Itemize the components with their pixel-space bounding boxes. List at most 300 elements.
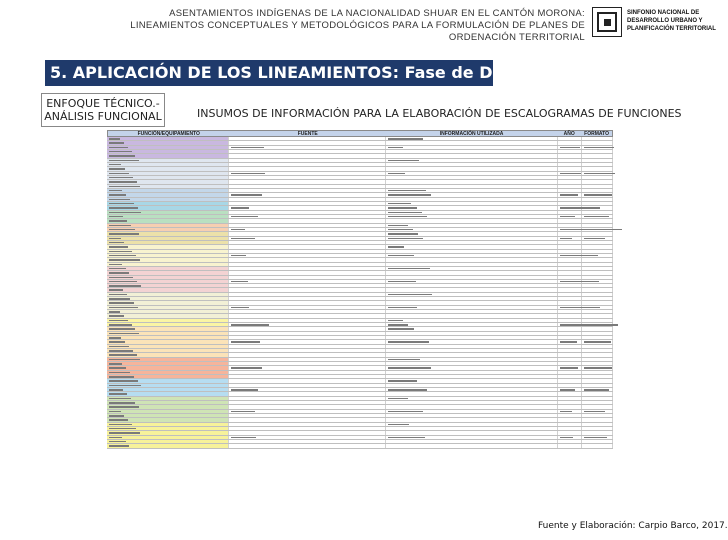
table-cell — [229, 336, 386, 339]
table-cell — [386, 353, 558, 356]
table-cell — [229, 345, 386, 348]
table-cell — [386, 280, 558, 283]
table-cell — [386, 388, 558, 391]
table-cell — [386, 267, 558, 270]
table-cell — [229, 219, 386, 222]
table-cell — [582, 345, 613, 348]
table-cell — [107, 397, 229, 400]
table-cell — [386, 306, 558, 309]
table-cell — [229, 293, 386, 296]
table-cell — [582, 263, 613, 266]
table-cell — [107, 167, 229, 170]
table-cell — [386, 146, 558, 149]
table-cell — [582, 392, 613, 395]
table-cell — [558, 141, 582, 144]
table-cell — [229, 189, 386, 192]
table-cell — [582, 211, 613, 214]
table-cell — [582, 159, 613, 162]
table-cell — [582, 219, 613, 222]
table-cell — [107, 301, 229, 304]
table-cell — [558, 150, 582, 153]
table-cell — [558, 319, 582, 322]
table-cell — [582, 397, 613, 400]
table-cell — [229, 362, 386, 365]
header-formato: FORMATO — [584, 131, 609, 137]
table-cell — [558, 405, 582, 408]
table-cell — [229, 154, 386, 157]
table-cell — [582, 414, 613, 417]
table-cell — [107, 340, 229, 343]
table-cell — [229, 366, 386, 369]
table-cell — [386, 392, 558, 395]
table-cell — [386, 163, 558, 166]
table-cell — [386, 211, 558, 214]
table-cell — [229, 332, 386, 335]
table-cell — [229, 397, 386, 400]
table-cell — [558, 340, 582, 343]
table-cell — [229, 176, 386, 179]
table-cell — [386, 250, 558, 253]
table-cell — [386, 440, 558, 443]
table-cell — [107, 297, 229, 300]
table-cell — [558, 375, 582, 378]
table-cell — [582, 349, 613, 352]
table-cell — [558, 250, 582, 253]
table-cell — [582, 232, 613, 235]
table-cell — [229, 167, 386, 170]
table-cell — [582, 271, 613, 274]
table-cell — [107, 228, 229, 231]
table-cell — [582, 293, 613, 296]
table-cell — [386, 293, 558, 296]
document-header — [80, 8, 585, 44]
table-cell — [582, 288, 613, 291]
table-cell — [558, 362, 582, 365]
table-cell — [229, 444, 386, 447]
table-cell — [107, 401, 229, 404]
table-cell — [582, 440, 613, 443]
table-cell — [558, 254, 582, 257]
table-cell — [386, 371, 558, 374]
table-cell — [229, 358, 386, 361]
table-cell — [229, 431, 386, 434]
table-cell — [107, 232, 229, 235]
table-cell — [558, 224, 582, 227]
table-cell — [386, 185, 558, 188]
table-cell — [582, 215, 613, 218]
table-cell — [582, 310, 613, 313]
header-line-1: ASENTAMIENTOS INDÍGENAS DE LA NACIONALIDAD SHUAR EN EL CANTÓN MORONA: — [169, 8, 585, 19]
table-cell — [107, 349, 229, 352]
table-cell — [582, 301, 613, 304]
table-cell — [558, 358, 582, 361]
table-cell — [582, 228, 613, 231]
table-cell — [229, 224, 386, 227]
table-cell — [386, 384, 558, 387]
table-cell — [582, 254, 613, 257]
table-cell — [558, 232, 582, 235]
table-cell — [107, 202, 229, 205]
table-cell — [229, 267, 386, 270]
table-cell — [107, 414, 229, 417]
table-cell — [386, 301, 558, 304]
table-cell — [558, 271, 582, 274]
table-cell — [386, 206, 558, 209]
table-cell — [229, 159, 386, 162]
table-cell — [582, 180, 613, 183]
table-cell — [558, 263, 582, 266]
table-cell — [107, 141, 229, 144]
table-cell — [558, 349, 582, 352]
table-cell — [558, 379, 582, 382]
table-cell — [558, 345, 582, 348]
enfoque-line-2: ANÁLISIS FUNCIONAL — [44, 110, 162, 123]
table-cell — [558, 336, 582, 339]
table-cell — [107, 392, 229, 395]
table-cell — [386, 323, 558, 326]
table-cell — [229, 423, 386, 426]
table-cell — [386, 362, 558, 365]
table-cell — [386, 405, 558, 408]
table-cell — [582, 198, 613, 201]
table-cell — [229, 241, 386, 244]
table-cell — [107, 353, 229, 356]
table-cell — [107, 198, 229, 201]
table-cell — [107, 189, 229, 192]
table-cell — [386, 414, 558, 417]
table-cell — [107, 146, 229, 149]
table-cell — [558, 237, 582, 240]
table-cell — [386, 237, 558, 240]
table-cell — [558, 163, 582, 166]
table-cell — [582, 384, 613, 387]
table-cell — [229, 327, 386, 330]
header-informacion: INFORMACIÓN UTILIZADA — [439, 131, 504, 137]
table-cell — [386, 172, 558, 175]
table-cell — [107, 271, 229, 274]
table-cell — [582, 163, 613, 166]
table-cell — [229, 163, 386, 166]
table-cell — [558, 410, 582, 413]
table-cell — [558, 185, 582, 188]
table-cell — [558, 431, 582, 434]
table-cell — [558, 228, 582, 231]
table-cell — [107, 314, 229, 317]
table-cell — [107, 206, 229, 209]
table-cell — [229, 198, 386, 201]
table-cell — [229, 418, 386, 421]
table-cell — [582, 267, 613, 270]
table-cell — [229, 211, 386, 214]
table-cell — [229, 228, 386, 231]
table-cell — [558, 366, 582, 369]
table-cell — [107, 327, 229, 330]
table-cell — [229, 172, 386, 175]
table-cell — [107, 159, 229, 162]
table-cell — [386, 150, 558, 153]
table-cell — [582, 224, 613, 227]
table-cell — [386, 375, 558, 378]
table-cell — [107, 375, 229, 378]
table-cell — [386, 340, 558, 343]
table-cell — [386, 332, 558, 335]
table-cell — [107, 150, 229, 153]
table-cell — [582, 237, 613, 240]
table-cell — [229, 206, 386, 209]
table-cell — [582, 436, 613, 439]
table-cell — [107, 440, 229, 443]
table-cell — [582, 241, 613, 244]
table-cell — [229, 237, 386, 240]
table-cell — [558, 288, 582, 291]
table-cell — [107, 388, 229, 391]
table-cell — [386, 159, 558, 162]
table-cell — [558, 384, 582, 387]
table-cell — [229, 384, 386, 387]
table-cell — [107, 250, 229, 253]
table-cell — [107, 254, 229, 257]
table-cell — [582, 319, 613, 322]
table-cell — [107, 384, 229, 387]
table-cell — [558, 172, 582, 175]
table-header — [107, 130, 613, 137]
table-cell — [107, 163, 229, 166]
table-cell — [107, 436, 229, 439]
table-cell — [386, 345, 558, 348]
table-cell — [229, 258, 386, 261]
table-cell — [386, 423, 558, 426]
table-cell — [107, 371, 229, 374]
insumos-table — [107, 130, 613, 514]
table-cell — [107, 336, 229, 339]
table-cell — [107, 211, 229, 214]
institution-name — [627, 9, 717, 33]
table-cell — [229, 288, 386, 291]
table-cell — [582, 141, 613, 144]
table-cell — [386, 397, 558, 400]
table-cell — [229, 375, 386, 378]
table-cell — [107, 410, 229, 413]
table-cell — [582, 276, 613, 279]
table-cell — [386, 436, 558, 439]
table-cell — [386, 263, 558, 266]
table-cell — [386, 137, 558, 140]
table-cell — [386, 310, 558, 313]
table-cell — [582, 284, 613, 287]
table-cell — [386, 198, 558, 201]
table-cell — [558, 301, 582, 304]
table-cell — [582, 358, 613, 361]
table-cell — [558, 310, 582, 313]
table-cell — [107, 241, 229, 244]
table-cell — [582, 423, 613, 426]
table-cell — [582, 193, 613, 196]
table-cell — [558, 306, 582, 309]
table-cell — [229, 349, 386, 352]
table-cell — [107, 332, 229, 335]
table-cell — [582, 362, 613, 365]
table-cell — [229, 436, 386, 439]
table-cell — [386, 288, 558, 291]
table-cell — [582, 167, 613, 170]
table-cell — [558, 189, 582, 192]
table-cell — [558, 436, 582, 439]
table-cell — [386, 189, 558, 192]
table-cell — [107, 176, 229, 179]
table-cell — [107, 423, 229, 426]
header-line-3: ORDENACIÓN TERRITORIAL — [448, 32, 585, 43]
table-cell — [582, 154, 613, 157]
table-cell — [582, 176, 613, 179]
header-funcion: FUNCIÓN/EQUIPAMIENTO — [137, 131, 200, 137]
table-cell — [558, 206, 582, 209]
table-cell — [558, 146, 582, 149]
table-cell — [582, 146, 613, 149]
table-cell — [107, 215, 229, 218]
table-cell — [582, 314, 613, 317]
table-cell — [386, 401, 558, 404]
table-cell — [107, 263, 229, 266]
table-cell — [582, 327, 613, 330]
table-cell — [386, 276, 558, 279]
table-cell — [558, 276, 582, 279]
table-cell — [107, 284, 229, 287]
table-cell — [386, 180, 558, 183]
table-cell — [386, 202, 558, 205]
table-cell — [582, 172, 613, 175]
table-cell — [582, 366, 613, 369]
table-cell — [107, 280, 229, 283]
table-cell — [386, 349, 558, 352]
table-cell — [229, 276, 386, 279]
table-cell — [229, 405, 386, 408]
table-cell — [107, 193, 229, 196]
table-cell — [386, 427, 558, 430]
table-cell — [107, 405, 229, 408]
table-cell — [558, 293, 582, 296]
table-cell — [582, 353, 613, 356]
table-cell — [582, 427, 613, 430]
table-cell — [386, 245, 558, 248]
header-line-2: LINEAMIENTOS CONCEPTUALES Y METODOLÓGICOS PARA LA FORMULACIÓN DE PLANES DE — [130, 20, 585, 31]
table-cell — [229, 414, 386, 417]
table-cell — [107, 172, 229, 175]
table-cell — [558, 332, 582, 335]
table-cell — [229, 280, 386, 283]
table-cell — [229, 263, 386, 266]
table-cell — [229, 250, 386, 253]
table-cell — [229, 185, 386, 188]
table-cell — [582, 401, 613, 404]
table-cell — [558, 219, 582, 222]
table-cell — [107, 362, 229, 365]
table-cell — [582, 418, 613, 421]
table-cell — [558, 418, 582, 421]
table-cell — [386, 379, 558, 382]
table-cell — [229, 215, 386, 218]
table-cell — [229, 254, 386, 257]
table-cell — [229, 427, 386, 430]
table-cell — [582, 189, 613, 192]
table-cell — [107, 431, 229, 434]
table-cell — [386, 314, 558, 317]
table-cell — [229, 306, 386, 309]
table-cell — [229, 150, 386, 153]
table-cell — [229, 141, 386, 144]
table-cell — [582, 258, 613, 261]
table-cell — [386, 418, 558, 421]
table-cell — [229, 392, 386, 395]
table-cell — [386, 215, 558, 218]
table-cell — [558, 211, 582, 214]
table-cell — [386, 327, 558, 330]
table-cell — [229, 245, 386, 248]
table-cell — [558, 323, 582, 326]
table-cell — [107, 237, 229, 240]
table-cell — [558, 414, 582, 417]
table-cell — [229, 202, 386, 205]
table-cell — [107, 276, 229, 279]
table-cell — [107, 310, 229, 313]
table-cell — [386, 319, 558, 322]
table-cell — [229, 314, 386, 317]
table-cell — [558, 423, 582, 426]
table-cell — [582, 388, 613, 391]
header-fuente: FUENTE — [297, 131, 318, 137]
source-note: Fuente y Elaboración: Carpio Barco, 2017. — [538, 521, 728, 531]
table-cell — [229, 388, 386, 391]
table-cell — [229, 284, 386, 287]
table-cell — [558, 280, 582, 283]
table-cell — [386, 297, 558, 300]
logo-text-2: DESARROLLO URBANO Y — [627, 18, 703, 24]
table-cell — [107, 444, 229, 447]
table-cell — [386, 176, 558, 179]
table-cell — [229, 301, 386, 304]
table-cell — [107, 379, 229, 382]
table-cell — [582, 185, 613, 188]
table-cell — [582, 431, 613, 434]
table-cell — [558, 284, 582, 287]
table-cell — [386, 228, 558, 231]
table-cell — [558, 353, 582, 356]
table-cell — [386, 232, 558, 235]
table-cell — [582, 323, 613, 326]
table-cell — [582, 137, 613, 140]
table-cell — [107, 180, 229, 183]
table-cell — [558, 202, 582, 205]
table-cell — [582, 150, 613, 153]
table-cell — [229, 440, 386, 443]
enfoque-box — [41, 93, 165, 127]
table-cell — [107, 137, 229, 140]
table-cell — [107, 288, 229, 291]
table-cell — [558, 388, 582, 391]
table-cell — [107, 418, 229, 421]
table-cell — [386, 254, 558, 257]
table-cell — [582, 280, 613, 283]
table-body — [107, 137, 613, 449]
table-cell — [582, 297, 613, 300]
table-cell — [558, 297, 582, 300]
table-cell — [229, 410, 386, 413]
table-cell — [107, 267, 229, 270]
table-cell — [558, 245, 582, 248]
table-cell — [386, 219, 558, 222]
table-cell — [582, 371, 613, 374]
table-cell — [582, 410, 613, 413]
table-cell — [386, 410, 558, 413]
